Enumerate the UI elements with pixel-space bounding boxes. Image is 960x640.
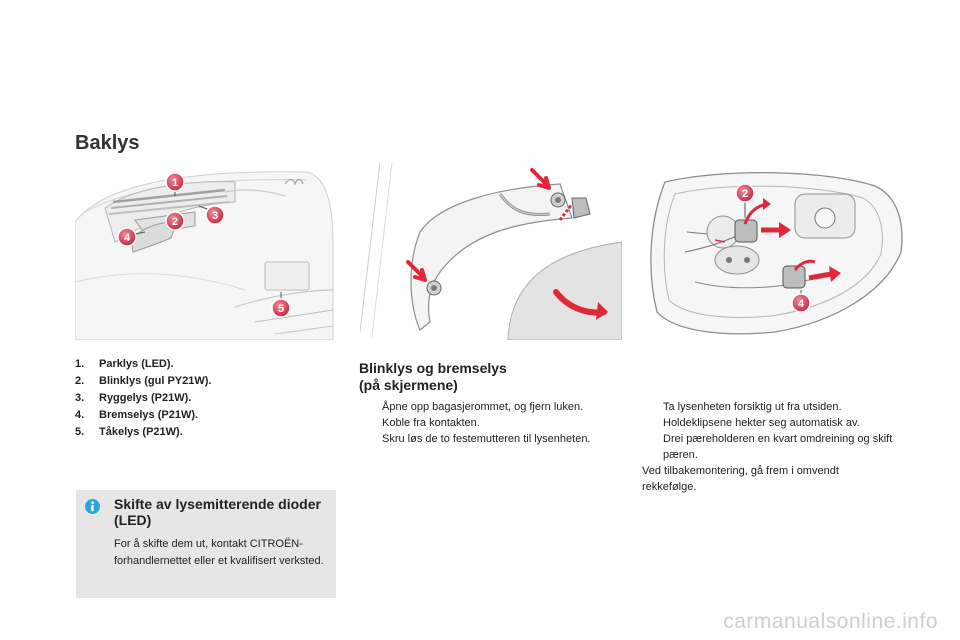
list-item: 4. Bremselys (P21W). — [75, 409, 199, 421]
callout-2 — [736, 184, 754, 202]
svg-text:4: 4 — [797, 298, 805, 310]
info-box-body: For å skifte dem ut, kontakt CITROËN-forhandlernettet eller et kvalifisert verksted. — [114, 538, 324, 567]
callout-4 — [118, 228, 136, 246]
svg-text:1: 1 — [171, 177, 179, 189]
callout-4 — [792, 294, 810, 312]
callout-1 — [166, 173, 184, 191]
callout-5 — [272, 299, 290, 317]
list-item: Drei pæreholderen en kvart omdreining og skift pæren. — [663, 433, 893, 461]
svg-text:3: 3 — [211, 210, 219, 222]
svg-text:2: 2 — [741, 188, 749, 200]
list-item: 1. Parklys (LED). — [75, 358, 174, 370]
boot-access-illustration — [360, 162, 622, 340]
list-item: 2. Blinklys (gul PY21W). — [75, 375, 212, 387]
page-title: Baklys — [75, 132, 140, 154]
list-item: Åpne opp bagasjerommet, og fjern luken. — [382, 401, 584, 413]
svg-text:4: 4 — [123, 232, 131, 244]
callout-2 — [166, 212, 184, 230]
parts-list — [75, 356, 211, 441]
watermark: carmanualsonline.info — [723, 610, 938, 633]
svg-text:5: 5 — [277, 303, 285, 315]
reassembly-note: Ved tilbakemontering, gå frem i omvendt rekkefølge. — [642, 465, 839, 493]
info-box — [76, 490, 336, 598]
steps-list-2 — [642, 399, 912, 463]
steps-list-1 — [361, 399, 631, 447]
svg-text:2: 2 — [171, 216, 179, 228]
info-box-title: Skifte av lysemitterende dioder (LED) — [114, 496, 321, 528]
section-heading: Blinklys og bremselys (på skjermene) — [359, 360, 507, 393]
list-item: Skru løs de to festemutteren til lysenheten. — [382, 433, 591, 445]
rear-lamp-illustration — [75, 162, 337, 340]
list-item: 3. Ryggelys (P21W). — [75, 392, 192, 404]
info-icon — [85, 499, 100, 514]
list-item: Koble fra kontakten. — [382, 417, 480, 429]
list-item: 5. Tåkelys (P21W). — [75, 426, 183, 438]
callout-3 — [206, 206, 224, 224]
list-item: Ta lysenheten forsiktig ut fra utsiden. Holdeklipsene hekter seg automatisk av. — [663, 401, 860, 429]
lamp-unit-illustration — [645, 162, 907, 340]
